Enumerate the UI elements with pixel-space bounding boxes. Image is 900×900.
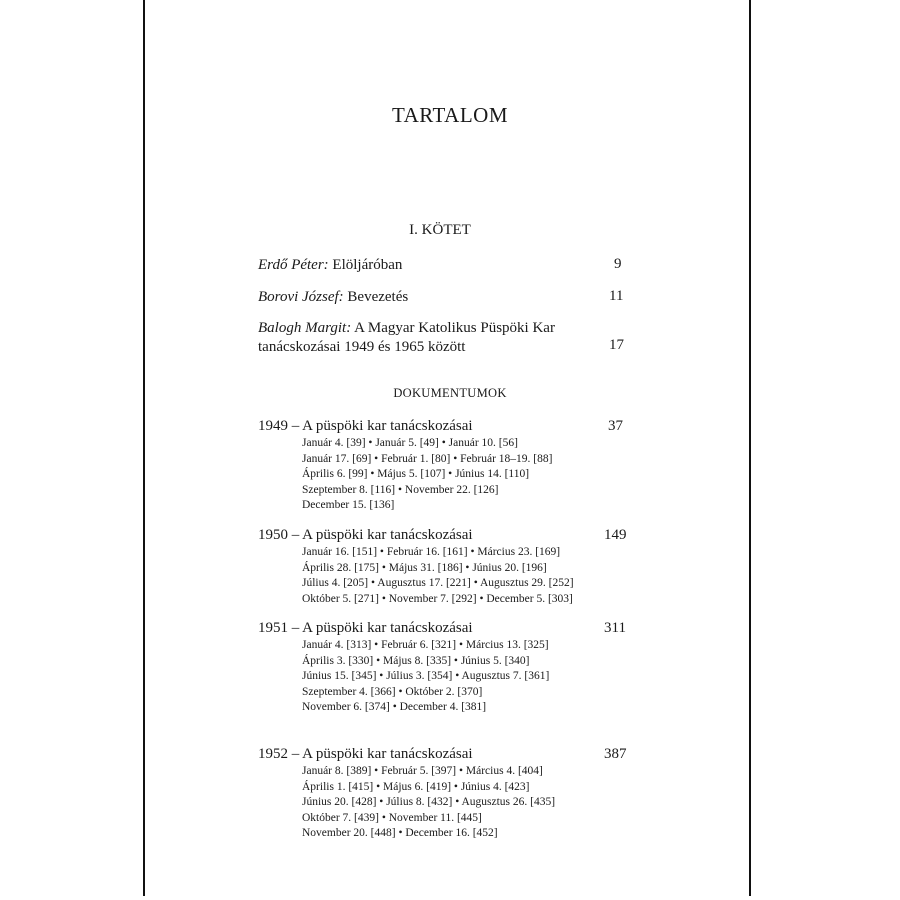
year-heading-1952[interactable]: 1952 – A püspöki kar tanácskozásai: [258, 746, 473, 762]
date-line: Szeptember 8. [116] • November 22. [126]: [302, 483, 499, 496]
documents-heading: DOKUMENTUMOK: [393, 386, 507, 400]
entry-author: Balogh Margit:: [258, 320, 352, 336]
entry-page-number: 9: [614, 256, 622, 272]
entry-page-number: 11: [609, 288, 624, 304]
year-heading-1951[interactable]: 1951 – A püspöki kar tanácskozásai: [258, 620, 473, 636]
toc-entry-study[interactable]: [258, 319, 555, 357]
year-page-number: 37: [608, 418, 623, 434]
entry-title: Elöljáróban: [332, 257, 403, 273]
meeting-dates-1950: [302, 545, 574, 607]
date-line: Október 5. [271] • November 7. [292] • December 5. [303]: [302, 592, 573, 605]
date-line: Január 16. [151] • Február 16. [161] • Március 23. [169]: [302, 546, 561, 558]
year-page-number: 149: [604, 527, 627, 543]
date-line: December 15. [136]: [302, 499, 395, 511]
date-line: Január 8. [389] • Február 5. [397] • Március 4. [404]: [302, 765, 543, 777]
year-page-number: 387: [604, 746, 627, 762]
date-line: Április 1. [415] • Május 6. [419] • Június 4. [423]: [302, 780, 530, 793]
date-line: Január 17. [69] • Február 1. [80] • Február 18–19. [88]: [302, 452, 553, 465]
entry-title: Bevezetés: [347, 289, 409, 305]
date-line: Június 15. [345] • Július 3. [354] • Augusztus 7. [361]: [302, 670, 550, 682]
date-line: Szeptember 4. [366] • Október 2. [370]: [302, 685, 483, 698]
year-page-number: 311: [604, 620, 626, 636]
date-line: Április 28. [175] • Május 31. [186] • Június 20. [196]: [302, 561, 547, 574]
year-heading-1949[interactable]: 1949 – A püspöki kar tanácskozásai: [258, 418, 473, 434]
date-line: Április 6. [99] • Május 5. [107] • Június 14. [110]: [302, 468, 530, 480]
date-line: November 6. [374] • December 4. [381]: [302, 701, 487, 713]
toc-entry-introduction[interactable]: [258, 288, 408, 307]
meeting-dates-1951: [302, 638, 549, 716]
date-line: November 20. [448] • December 16. [452]: [302, 827, 498, 839]
entry-page-number: 17: [609, 337, 624, 353]
entry-title-continued: tanácskozásai 1949 és 1965 között: [258, 339, 466, 355]
year-heading-1950[interactable]: 1950 – A püspöki kar tanácskozásai: [258, 527, 473, 543]
date-line: Július 4. [205] • Augusztus 17. [221] • Augusztus 29. [252]: [302, 577, 574, 589]
page-title: TARTALOM: [391, 103, 509, 127]
volume-heading: I. KÖTET: [409, 222, 471, 238]
entry-author: Erdő Péter:: [258, 257, 329, 273]
date-line: Január 4. [39] • Január 5. [49] • Január 10. [56]: [302, 437, 518, 449]
meeting-dates-1952: [302, 764, 555, 842]
date-line: Április 3. [330] • Május 8. [335] • Június 5. [340]: [302, 654, 530, 667]
date-line: Június 20. [428] • Július 8. [432] • Augusztus 26. [435]: [302, 796, 556, 808]
entry-author: Borovi József:: [258, 289, 344, 305]
entry-title: A Magyar Katolikus Püspöki Kar: [354, 320, 555, 336]
date-line: Október 7. [439] • November 11. [445]: [302, 811, 482, 824]
meeting-dates-1949: [302, 436, 552, 514]
date-line: Január 4. [313] • Február 6. [321] • Március 13. [325]: [302, 639, 549, 651]
toc-entry-foreword[interactable]: [258, 256, 402, 275]
